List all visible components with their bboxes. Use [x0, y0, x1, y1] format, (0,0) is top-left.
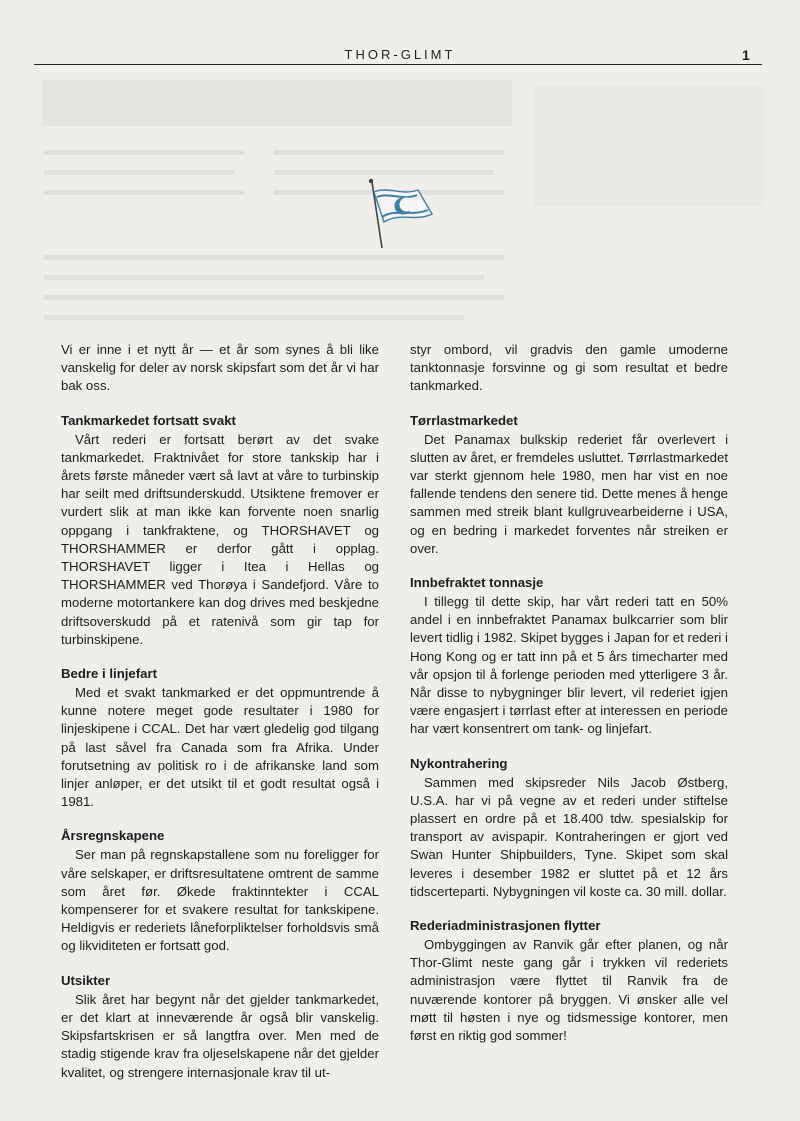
header-rule: [34, 64, 762, 65]
section-heading: Innbefraktet tonnasje: [410, 575, 544, 591]
section-heading: Årsregnskapene: [61, 828, 165, 844]
flag-with-crescent-icon: [358, 174, 438, 250]
intro-paragraph: Vi er inne i et nytt år — et år som synes å bli like vanskelig for deler av norsk skipsfart som det år vi har bak oss.: [61, 342, 379, 394]
section-heading: Tankmarkedet fortsatt svakt: [61, 412, 236, 428]
section-heading: Bedre i linjefart: [61, 666, 158, 682]
left-column: [61, 341, 379, 1082]
section-body: Vårt rederi er fortsatt berørt av det svake tankmarkedet. Fraktnivået for store tankskip har i årets første måneder vært så lavt at våre to turbinskip har seilt med driftsunderskudd. Utsiktene fremover er vurdert slik at man ikke kan forvente noen snarlig oppgang i tankfraktene, og THORSHAVET og THORSHAMMER er derfor gått i opplag. THORSHAVET ligger i Itea i Hellas og THORSHAMMER ved Thorøya i Sandefjord. Våre to moderne motortankere kan dog drives med beskjedne driftsoverskudd på et ratenivå som gir tap for turbinskipene.: [61, 431, 379, 647]
section-body: Med et svakt tankmarked er det oppmuntrende å kunne notere meget gode resultater i 1980 for linjeskipene i CCAL. Det har vært gledelig god tilgang på last såvel fra Canada som fra Afrika. Under forutsetning av politisk ro i de afrikanske land som linjer anløper, er det utsikt til et godt resultat også i 1981.: [61, 685, 379, 810]
section-body: Ombyggingen av Ranvik går efter planen, og når Thor-Glimt neste gang går i trykken vil rederiets administrasjon være flyttet til Ranvik fra de nuværende kontorer på bryggen. Vi ønsker alle vel møtt til høsten i nye og tidsmessige kontorer, men først en riktig god sommer!: [410, 937, 728, 1044]
section-body: I tillegg til dette skip, har vårt rederi tatt en 50% andel i en innbefraktet Panamax bulkcarrier som blir levert tidlig i 1982. Skipet bygges i Japan for et rederi i Hong Kong og er tatt inn på et 5 års timecharter med vår opsjon til å forlenge perioden med ytterligere 3 år. Når disse to nybygninger blir levert, vil rederiet igjen være engasjert i tørrlast efter at interessen en periode har vært konsentrert om tank- og linjefart.: [410, 594, 728, 737]
section-body: Ser man på regnskapstallene som nu foreligger for våre selskaper, er driftsresultatene omtrent de samme som året før. Økede fraktinntekter i CCAL kompenserer for et svakere resultat for tankskipene. Heldigvis er rederiets låneforpliktelser forholdsvis små og likviditeten er fortsatt god.: [61, 847, 379, 954]
section-heading: Rederiadministrasjonen flytter: [410, 918, 601, 934]
section-body: Sammen med skipsreder Nils Jacob Østberg, U.S.A. har vi på vegne av et rederi under stiftelse plassert en ordre på et 18.400 tdw. spesialskip for transport av avispapir. Kontraheringen er gjort ved Swan Hunter Shipbuilders, Tyne. Skipet som skal leveres i desember 1982 er sluttet på et 12 års tidscerteparti. Nybygningen vil koste ca. 30 mill. dollar.: [410, 774, 728, 899]
right-column: [410, 341, 728, 1045]
section-body: Slik året har begynt når det gjelder tankmarkedet, er det klart at inneværende år også blir vanskelig. Skipsfartskrisen er så langtfra over. Men med de stadig stigende krav fra oljeselskapene når det gjelder kvalitet, og strengere internasjonale krav til ut-: [61, 991, 379, 1080]
section-body: Det Panamax bulkskip rederiet får overlevert i slutten av året, er fremdeles usluttet. Tørrlastmarkedet var sterkt gjennom hele 1980, men har vist en noe fallende tendens den senere tid. Dette menes å henge sammen med streik blant kullgruvearbeiderne i USA, og en bedring i markedet forventes når streiken er over.: [410, 431, 728, 556]
continuation-paragraph: styr ombord, vil gradvis den gamle umoderne tanktonnasje forsvinne og gi som resultat et bedre tankmarked.: [410, 342, 728, 394]
section-heading: Nykontrahering: [410, 755, 508, 771]
section-heading: Utsikter: [61, 972, 111, 988]
section-heading: Tørrlastmarkedet: [410, 412, 518, 428]
header-title: THOR-GLIMT: [344, 47, 456, 62]
page-number: 1: [742, 47, 750, 63]
